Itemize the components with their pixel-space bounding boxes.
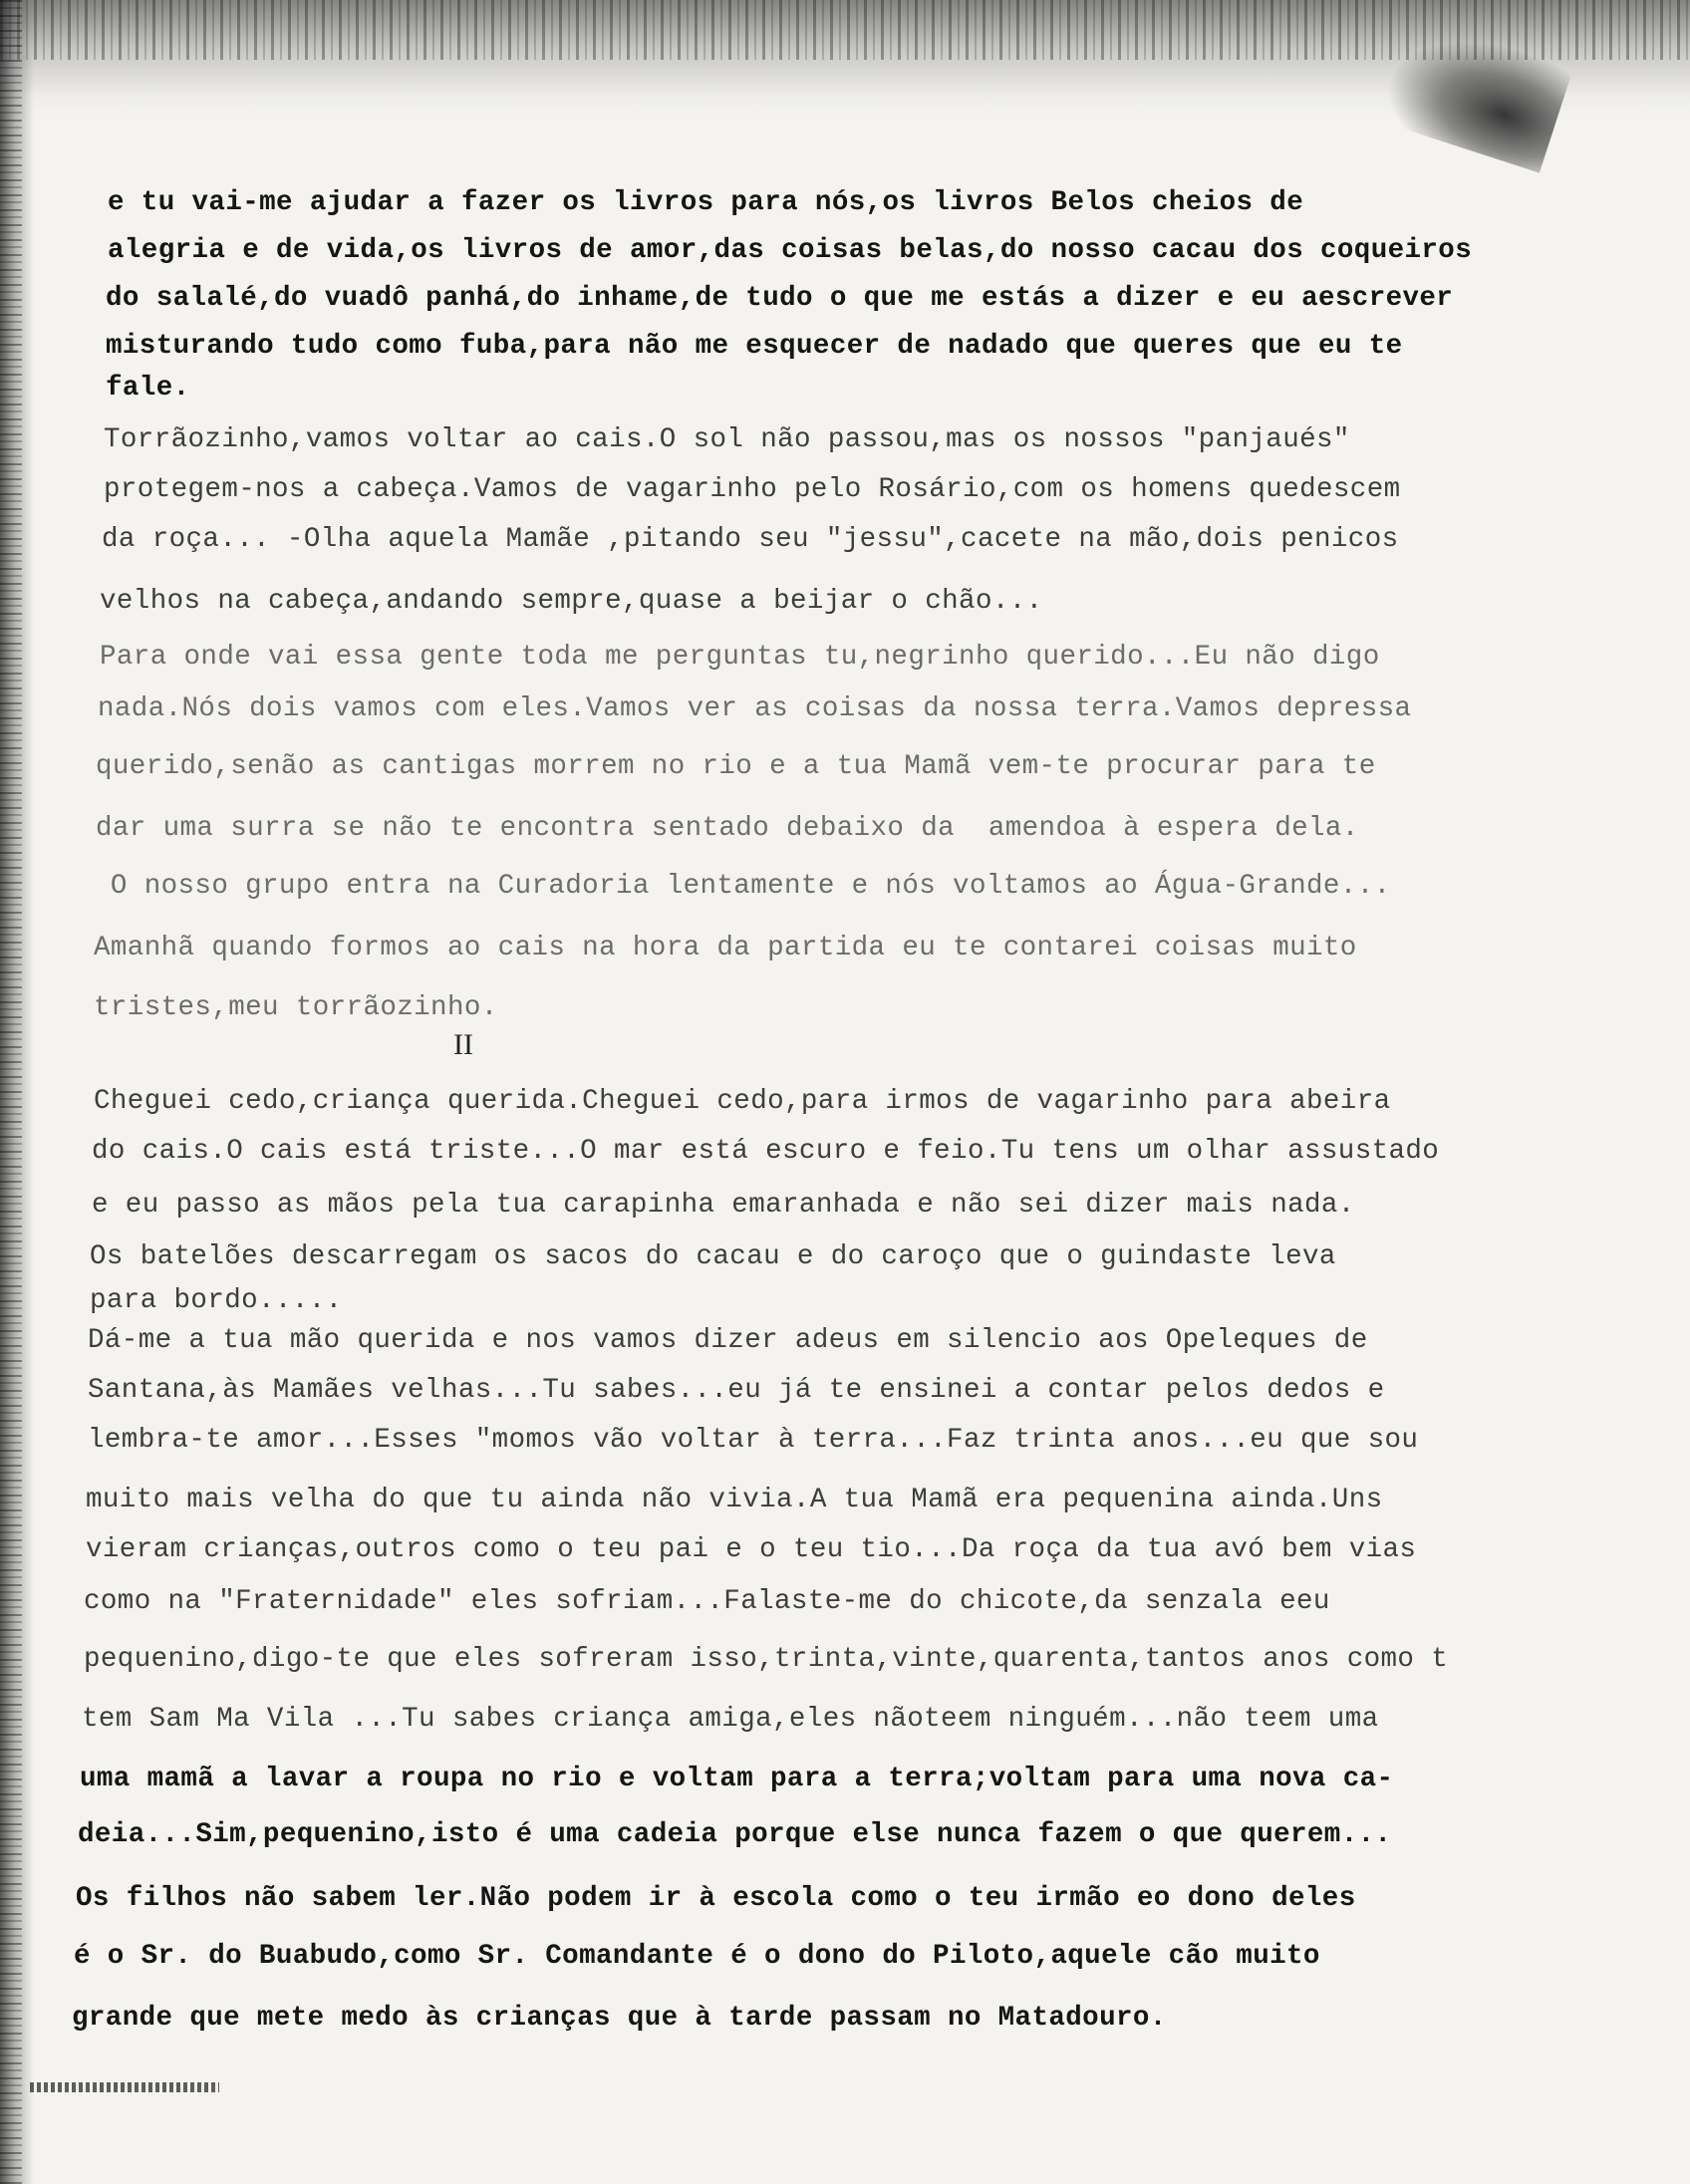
text-line: Os filhos não sabem ler.Não podem ir à escola como o teu irmão eo dono deles <box>76 1883 1356 1914</box>
text-line: dar uma surra se não te encontra sentado debaixo da amendoa à espera dela. <box>96 813 1359 844</box>
text-line: fale. <box>106 373 190 404</box>
text-line: grande que mete medo às crianças que à tarde passam no Matadouro. <box>72 2003 1167 2034</box>
text-line: e eu passo as mãos pela tua carapinha emaranhada e não sei dizer mais nada. <box>92 1190 1355 1221</box>
text-line: vieram crianças,outros como o teu pai e o teu tio...Da roça da tua avó bem vias <box>86 1534 1417 1565</box>
text-line: O nosso grupo entra na Curadoria lentamente e nós voltamos ao Água-Grande... <box>94 871 1391 902</box>
text-line: Santana,às Mamães velhas...Tu sabes...eu já te ensinei a contar pelos dedos e <box>88 1375 1385 1406</box>
text-line: do cais.O cais está triste...O mar está escuro e feio.Tu tens um olhar assustado <box>92 1136 1440 1167</box>
section-numeral: II <box>453 1028 473 1061</box>
text-line: do salalé,do vuadô panhá,do inhame,de tudo o que me estás a dizer e eu aescrever <box>106 283 1454 314</box>
text-line: muito mais velha do que tu ainda não vivia.A tua Mamã era pequenina ainda.Uns <box>86 1485 1383 1515</box>
text-line: tristes,meu torrãozinho. <box>94 992 498 1023</box>
text-line: Cheguei cedo,criança querida.Cheguei cedo,para irmos de vagarinho para abeira <box>94 1086 1391 1117</box>
text-line: Amanhã quando formos ao cais na hora da partida eu te contarei coisas muito <box>94 933 1357 963</box>
text-line: Para onde vai essa gente toda me perguntas tu,negrinho querido...Eu não digo <box>100 642 1380 673</box>
text-line: uma mamã a lavar a roupa no rio e voltam para a terra;voltam para uma nova ca- <box>80 1764 1394 1794</box>
text-line: é o Sr. do Buabudo,como Sr. Comandante é o dono do Piloto,aquele cão muito <box>74 1941 1320 1972</box>
text-line: e tu vai-me ajudar a fazer os livros para nós,os livros Belos cheios de <box>108 187 1304 218</box>
text-line: velhos na cabeça,andando sempre,quase a beijar o chão... <box>100 586 1043 617</box>
text-line: querido,senão as cantigas morrem no rio e a tua Mamã vem-te procurar para te <box>96 751 1376 782</box>
text-line: pequenino,digo-te que eles sofreram isso,trinta,vinte,quarenta,tantos anos como t <box>84 1644 1449 1675</box>
text-line: alegria e de vida,os livros de amor,das coisas belas,do nosso cacau dos coqueiros <box>108 235 1473 266</box>
text-line: para bordo..... <box>90 1285 343 1316</box>
text-line: misturando tudo como fuba,para não me esquecer de nadado que queres que eu te <box>106 331 1403 362</box>
text-line: deia...Sim,pequenino,isto é uma cadeia porque else nunca fazem o que querem... <box>78 1819 1392 1850</box>
text-line: lembra-te amor...Esses "momos vão voltar à terra...Faz trinta anos...eu que sou <box>88 1425 1419 1456</box>
text-line: tem Sam Ma Vila ...Tu sabes criança amiga,eles nãoteem ninguém...não teem uma <box>82 1704 1379 1735</box>
text-line: Os batelões descarregam os sacos do cacau e do caroço que o guindaste leva <box>90 1241 1336 1272</box>
text-line: nada.Nós dois vamos com eles.Vamos ver as coisas da nossa terra.Vamos depressa <box>98 693 1412 724</box>
text-line: protegem-nos a cabeça.Vamos de vagarinho pelo Rosário,com os homens quedescem <box>104 474 1401 505</box>
text-line: Torrãozinho,vamos voltar ao cais.O sol não passou,mas os nossos "panjaués" <box>104 424 1350 455</box>
text-line: Dá-me a tua mão querida e nos vamos dizer adeus em silencio aos Opeleques de <box>88 1325 1368 1356</box>
text-line: como na "Fraternidade" eles sofriam...Falaste-me do chicote,da senzala eeu <box>84 1586 1330 1617</box>
text-line: da roça... -Olha aquela Mamãe ,pitando seu "jessu",cacete na mão,dois penicos <box>102 524 1399 555</box>
